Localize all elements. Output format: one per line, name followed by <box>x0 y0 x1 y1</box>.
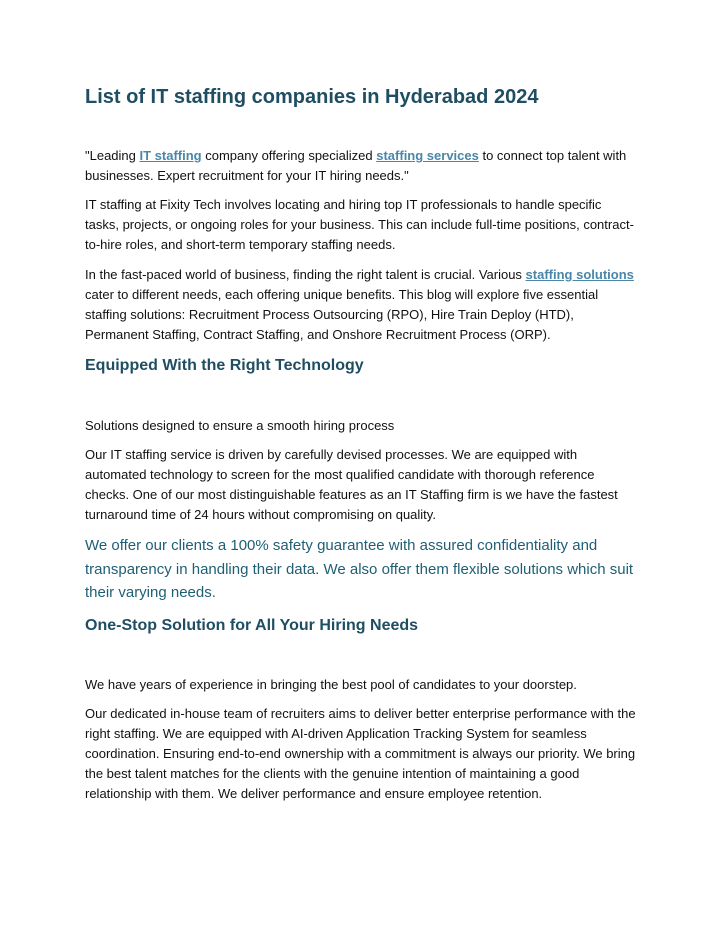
heading-one-stop-solution: One-Stop Solution for All Your Hiring Needs <box>85 617 419 634</box>
intro-prefix: "Leading <box>85 148 140 163</box>
highlight-paragraph: We offer our clients a 100% safety guarantee with assured confidentiality and transparency in handling their data. We also offer them flexible solutions which suit their varying needs. <box>85 537 634 601</box>
staffing-services-link[interactable]: staffing services <box>376 148 479 163</box>
staffing-solutions-link[interactable]: staffing solutions <box>525 267 634 282</box>
paragraph-fixity-tech: IT staffing at Fixity Tech involves locating and hiring top IT professionals to handle specific tasks, projects, or ongoing roles for your business. This can include full-time positions, contract-to-hire roles, and short-term temporary staffing needs. <box>85 197 634 252</box>
it-staffing-link[interactable]: IT staffing <box>139 148 202 163</box>
paragraph-recruiters: Our dedicated in-house team of recruiters aims to deliver better enterprise performance with the right staffing. We are equipped with AI-driven Application Tracking System for seamless coordination. Ensuring end-to-end ownership with a commitment is always our priority. We bring the best talent matches for the clients with the genuine intention of maintaining a good relationship with them. We deliver performance and ensure employee retention. <box>85 706 636 801</box>
paragraph-processes: Our IT staffing service is driven by carefully devised processes. We are equipped with automated technology to screen for the most qualified candidate with thorough reference checks. One of our most distinguishable features as an IT Staffing firm is we have the fastest turnaround time of 24 hours without compromising on quality. <box>85 447 618 522</box>
intro-middle: company offering specialized <box>201 148 377 163</box>
paragraph-staffing-solutions <box>85 265 637 345</box>
page-title: List of IT staffing companies in Hyderabad 2024 <box>85 86 539 108</box>
heading-right-technology: Equipped With the Right Technology <box>85 357 364 374</box>
intro-suffix: to connect top talent with businesses. Expert recruitment for your IT hiring needs." <box>85 148 627 183</box>
subheading-experience: We have years of experience in bringing the best pool of candidates to your doorstep. <box>85 677 577 692</box>
intro-paragraph <box>85 146 637 186</box>
para2-suffix: cater to different needs, each offering unique benefits. This blog will explore five essential staffing solutions: Recruitment Process Outsourcing (RPO), Hire Train Deploy (HTD), Permanent Staffing, Contract Staffing, and Onshore Recruitment Process (ORP). <box>85 287 599 342</box>
subheading-smooth-hiring: Solutions designed to ensure a smooth hiring process <box>85 418 395 433</box>
para2-prefix: In the fast-paced world of business, finding the right talent is crucial. Various <box>85 267 526 282</box>
